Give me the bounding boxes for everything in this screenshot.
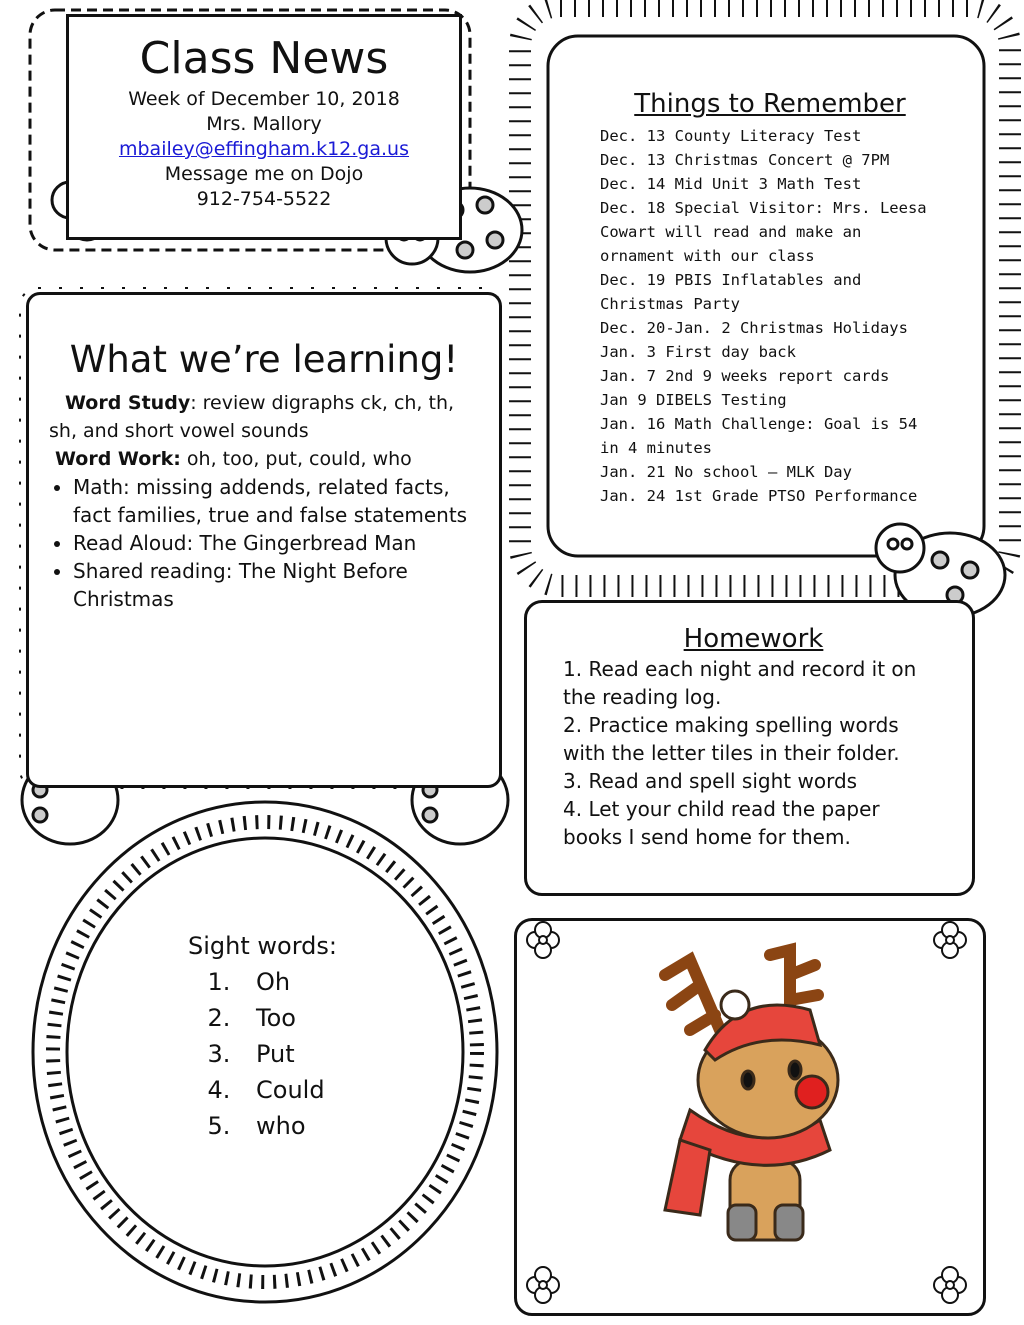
remember-item: Jan. 24 1st Grade PTSO Performance bbox=[600, 487, 918, 505]
remember-item: Jan. 21 No school – MLK Day bbox=[600, 463, 852, 481]
learning-box bbox=[26, 292, 502, 788]
learning-bullet: • Shared reading: The Night Before Christmas bbox=[73, 557, 479, 613]
header-box bbox=[66, 14, 462, 240]
homework-item: 3. Read and spell sight words bbox=[563, 769, 858, 793]
email-link[interactable]: mbailey@effingham.k12.ga.us bbox=[118, 138, 409, 160]
homework-title: Homework bbox=[683, 624, 824, 654]
remember-item: Jan 9 DIBELS Testing bbox=[600, 391, 787, 409]
sight-word: 3. Put bbox=[238, 1036, 420, 1072]
homework-item: 1. Read each night and record it on the reading log. bbox=[563, 657, 917, 709]
phone-number: 912-754-5522 bbox=[196, 188, 332, 210]
remember-item: Jan. 3 First day back bbox=[600, 343, 796, 361]
remember-section bbox=[600, 88, 940, 508]
sight-word: 4. Could bbox=[238, 1072, 420, 1108]
remember-item: Dec. 14 Mid Unit 3 Math Test bbox=[600, 175, 862, 193]
week-line: Week of December 10, 2018 bbox=[128, 88, 400, 110]
sight-word: 2. Too bbox=[238, 1000, 420, 1036]
remember-item: Dec. 18 Special Visitor: Mrs. Leesa Cowart will read and make an ornament with our class bbox=[600, 199, 927, 265]
remember-list bbox=[600, 124, 940, 508]
word-work-label: Word Work: bbox=[55, 448, 181, 470]
reindeer-box bbox=[514, 918, 986, 1316]
homework-list bbox=[563, 655, 944, 851]
learning-bullet: • Read Aloud: The Gingerbread Man bbox=[73, 529, 479, 557]
learning-bullet: • Math: missing addends, related facts, fact families, true and false statements bbox=[73, 473, 479, 529]
word-study-label: Word Study bbox=[65, 392, 191, 414]
page-title: Class News bbox=[139, 33, 389, 84]
learning-title: What we’re learning! bbox=[69, 338, 459, 381]
sight-word: 5. who bbox=[238, 1108, 420, 1144]
word-study-text: : review digraphs ck, ch, th, sh, and short vowel sounds bbox=[49, 392, 455, 442]
sight-words-title: Sight words: bbox=[188, 932, 337, 960]
remember-item: Dec. 20-Jan. 2 Christmas Holidays bbox=[600, 319, 908, 337]
remember-item: Dec. 13 Christmas Concert @ 7PM bbox=[600, 151, 890, 169]
sight-words-section bbox=[160, 928, 420, 1144]
teacher-name: Mrs. Mallory bbox=[206, 113, 322, 135]
remember-item: Dec. 13 County Literacy Test bbox=[600, 127, 862, 145]
remember-item: Jan. 7 2nd 9 weeks report cards bbox=[600, 367, 890, 385]
remember-title: Things to Remember bbox=[634, 89, 906, 119]
learning-bullets bbox=[49, 473, 479, 613]
sight-word: 1. Oh bbox=[238, 964, 420, 1000]
dojo-line: Message me on Dojo bbox=[164, 163, 364, 185]
homework-item: 4. Let your child read the paper books I send home for them. bbox=[563, 797, 880, 849]
homework-box bbox=[524, 600, 975, 896]
word-work-text: oh, too, put, could, who bbox=[180, 448, 412, 470]
remember-item: Jan. 16 Math Challenge: Goal is 54 in 4 minutes bbox=[600, 415, 918, 457]
homework-item: 2. Practice making spelling words with the letter tiles in their folder. bbox=[563, 713, 900, 765]
sight-words-list bbox=[160, 964, 420, 1144]
remember-item: Dec. 19 PBIS Inflatables and Christmas Party bbox=[600, 271, 862, 313]
